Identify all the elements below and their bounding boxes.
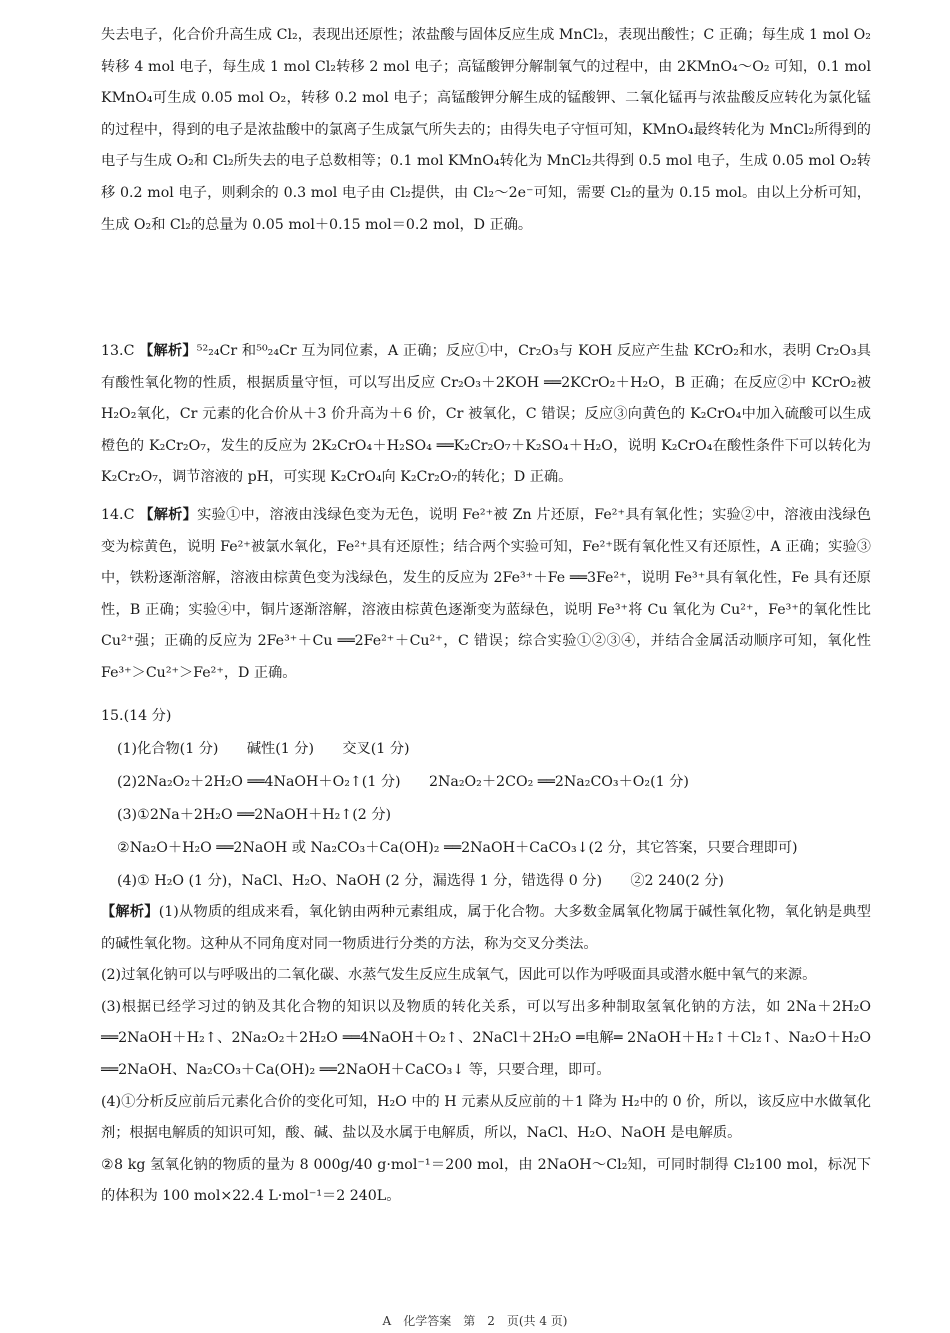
q15-explanation-1 xyxy=(101,897,871,960)
q14-analysis-tag: 【解析】 xyxy=(139,507,198,523)
q15-answer-3: (3)①2Na＋2H₂O ══2NaOH＋H₂↑(2 分) xyxy=(117,807,392,823)
q15-answer-1: (1)化合物(1 分) 碱性(1 分) 交叉(1 分) xyxy=(117,741,410,757)
q13-text: ⁵²₂₄Cr 和⁵⁰₂₄Cr 互为同位素，A 正确；反应①中，Cr₂O₃与 KOH 反应产生盐 KCrO₂和水，表明 Cr₂O₃具有酸性氧化物的性质，根据质量守恒，可以写出反应 Cr₂O₃＋2KOH ══2KCrO₂＋H₂O，B 正确；在反应②中 KCrO₂被 H₂O₂氧化，Cr 元素的化合价从＋3 价升高为＋6 价，Cr 被氧化，C 错误；反应③向黄色的 K₂CrO₄中加入硫酸可以生成橙色的 K₂Cr₂O₇，发生的反应为 2K₂CrO₄＋H₂SO₄ ══K₂Cr₂O₇＋K₂SO₄＋H₂O，说明 K₂CrO₄在酸性条件下可以转化为 K₂Cr₂O₇，调节溶液的 pH，可实现 K₂CrO₄向 K₂Cr₂O₇的转化；D 正确。 xyxy=(101,343,871,486)
q13-analysis-tag: 【解析】 xyxy=(139,343,197,359)
q15-header: 15.(14 分) xyxy=(101,708,172,724)
q15-block xyxy=(101,700,891,898)
q12-continuation xyxy=(101,20,871,241)
q14-block xyxy=(101,500,871,690)
q15-explanation-3: (3)根据已经学习过的钠及其化合物的知识以及物质的转化关系，可以写出多种制取氢氧化钠的方法，如 2Na＋2H₂O ══2NaOH＋H₂↑、2Na₂O₂＋2H₂O ══4NaOH＋O₂↑、2NaCl＋2H₂O ═电解═ 2NaOH＋H₂↑＋Cl₂↑、Na₂O＋H₂O ══2NaOH、Na₂CO₃＋Ca(OH)₂ ══2NaOH＋CaCO₃↓ 等，只要合理，即可。 xyxy=(101,998,871,1078)
q15-answer-4: (4)① H₂O (1 分)，NaCl、H₂O、NaOH (2 分，漏选得 1 分，错选得 0 分) ②2 240(2 分) xyxy=(117,873,724,889)
q15-explanation-4: (4)①分析反应前后元素化合价的变化可知，H₂O 中的 H 元素从反应前的＋1 降为 H₂中的 0 价，所以，该反应中水做氧化剂；根据电解质的知识可知，酸、碱、盐以及水属于电解质，所以，NaCl、H₂O、NaOH 是电解质。 xyxy=(101,1093,871,1142)
q15-analysis-tag: 【解析】 xyxy=(101,904,159,920)
q12-text: 失去电子，化合价升高生成 Cl₂，表现出还原性；浓盐酸与固体反应生成 MnCl₂，表现出酸性；C 正确；每生成 1 mol O₂转移 4 mol 电子，每生成 1 mol Cl₂转移 2 mol 电子；高锰酸钾分解制氧气的过程中，由 2KMnO₄～O₂ 可知，0.1 mol KMnO₄可生成 0.05 mol O₂，转移 0.2 mol 电子；高锰酸钾分解生成的锰酸钾、二氧化锰再与浓盐酸反应转化为氯化锰的过程中，得到的电子是浓盐酸中的氯离子生成氯气所失去的；由得失电子守恒可知，KMnO₄最终转化为 MnCl₂所得到的电子与生成 O₂和 Cl₂所失去的电子总数相等；0.1 mol KMnO₄转化为 MnCl₂共得到 0.5 mol 电子，生成 0.05 mol O₂转移 0.2 mol 电子，则剩余的 0.3 mol 电子由 Cl₂提供，由 Cl₂～2e⁻可知，需要 Cl₂的量为 0.15 mol。由以上分析可知，生成 O₂和 Cl₂的总量为 0.05 mol＋0.15 mol＝0.2 mol，D 正确。 xyxy=(101,27,871,233)
q15-explanation-5: ②8 kg 氢氧化钠的物质的量为 8 000g/40 g·mol⁻¹＝200 mol，由 2NaOH～Cl₂知，可同时制得 Cl₂100 mol，标况下的体积为 100 mol×22.4 L·mol⁻¹＝2 240L。 xyxy=(101,1156,871,1205)
q15-explanation-1-text: (1)从物质的组成来看，氧化钠由两种元素组成，属于化合物。大多数金属氧化物属于碱性氧化物，氧化钠是典型的碱性氧化物。这种从不同角度对同一物质进行分类的方法，称为交叉分类法。 xyxy=(101,904,871,952)
q15-answer-3b: ②Na₂O＋H₂O ══2NaOH 或 Na₂CO₃＋Ca(OH)₂ ══2NaOH＋CaCO₃↓(2 分，其它答案，只要合理即可) xyxy=(117,840,798,856)
q15-explanation xyxy=(101,897,871,1213)
page-footer: A 化学答案 第 2 页(共 4 页) xyxy=(382,1314,568,1328)
q13-number: 13.C xyxy=(101,343,135,359)
q15-explanation-2: (2)过氧化钠可以与呼吸出的二氧化碳、水蒸气发生反应生成氧气，因此可以作为呼吸面具或潜水艇中氧气的来源。 xyxy=(101,967,817,984)
q15-answer-2: (2)2Na₂O₂＋2H₂O ══4NaOH＋O₂↑(1 分) 2Na₂O₂＋2CO₂ ══2Na₂CO₃＋O₂(1 分) xyxy=(117,774,689,790)
q14-number: 14.C xyxy=(101,507,135,523)
q13-block xyxy=(101,336,871,494)
q14-text: 实验①中，溶液由浅绿色变为无色，说明 Fe²⁺被 Zn 片还原，Fe²⁺具有氧化性；实验②中，溶液由浅绿色变为棕黄色，说明 Fe²⁺被氯水氧化，Fe²⁺具有还原性；结合两个实验可知，Fe²⁺既有氧化性又有还原性，A 正确；实验③中，铁粉逐渐溶解，溶液由棕黄色变为浅绿色，发生的反应为 2Fe³⁺＋Fe ══3Fe²⁺，说明 Fe³⁺具有氧化性，Fe 具有还原性，B 正确；实验④中，铜片逐渐溶解，溶液由棕黄色逐渐变为蓝绿色，说明 Fe³⁺将 Cu 氧化为 Cu²⁺，Fe³⁺的氧化性比 Cu²⁺强；正确的反应为 2Fe³⁺＋Cu ══2Fe²⁺＋Cu²⁺，C 错误；综合实验①②③④，并结合金属活动顺序可知，氧化性 Fe³⁺＞Cu²⁺＞Fe²⁺，D 正确。 xyxy=(101,507,871,681)
